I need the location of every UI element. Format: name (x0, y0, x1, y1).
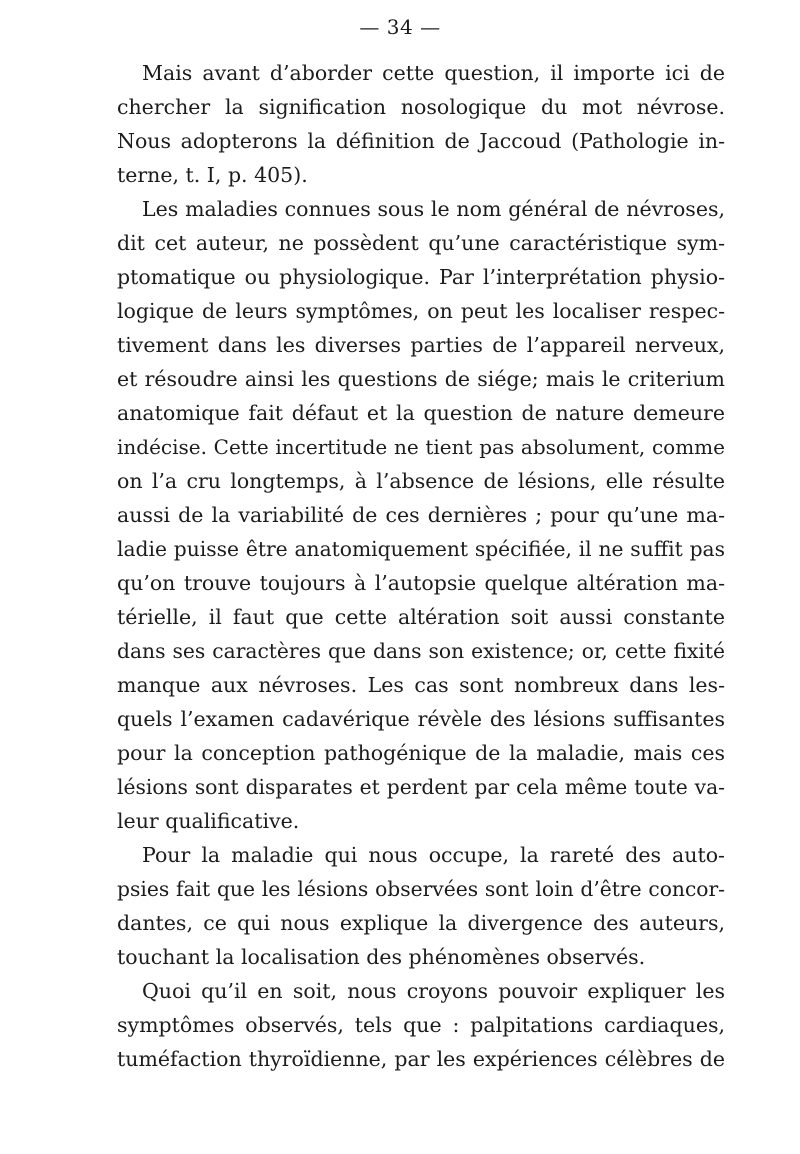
text-line: anatomique fait défaut et la question de nature demeure (117, 401, 725, 425)
body-text (117, 56, 725, 1076)
text-line: ptomatique ou physiologique. Par l’interprétation physio- (117, 265, 725, 289)
text-line: touchant la localisation des phénomènes observés. (117, 945, 646, 969)
text-line: leur qualificative. (117, 809, 300, 833)
text-line: dit cet auteur, ne possèdent qu’une caractéristique sym- (117, 231, 725, 255)
text-line: psies fait que les lésions observées sont loin d’être concor- (117, 877, 725, 901)
text-line: ladie puisse être anatomiquement spécifiée, il ne suffit pas (117, 537, 725, 561)
text-line: tivement dans les diverses parties de l’appareil nerveux, (117, 333, 725, 357)
text-line: manque aux névroses. Les cas sont nombreux dans les- (117, 673, 725, 697)
text-line: logique de leurs symptômes, on peut les localiser respec- (117, 299, 725, 323)
text-line: indécise. Cette incertitude ne tient pas absolument, comme (117, 435, 725, 459)
text-line: qu’on trouve toujours à l’autopsie quelque altération ma- (117, 571, 725, 595)
text-line: on l’a cru longtemps, à l’absence de lésions, elle résulte (117, 469, 725, 493)
text-line: Nous adopterons la définition de Jaccoud (Pathologie in- (117, 129, 725, 153)
text-line: aussi de la variabilité de ces dernières ; pour qu’une ma- (117, 503, 725, 527)
text-line: Quoi qu’il en soit, nous croyons pouvoir expliquer les (142, 979, 725, 1003)
text-line: chercher la signification nosologique du mot névrose. (117, 95, 725, 119)
text-line: dantes, ce qui nous explique la divergence des auteurs, (117, 911, 725, 935)
text-line: quels l’examen cadavérique révèle des lésions suffisantes (117, 707, 725, 731)
text-line: Les maladies connues sous le nom général de névroses, (142, 197, 725, 221)
text-line: Mais avant d’aborder cette question, il importe ici de (142, 61, 725, 85)
text-line: dans ses caractères que dans son existence; or, cette fixité (117, 639, 725, 663)
text-line: et résoudre ainsi les questions de siége; mais le criterium (117, 367, 725, 391)
text-line: tuméfaction thyroïdienne, par les expériences célèbres de (117, 1047, 725, 1071)
text-line: pour la conception pathogénique de la maladie, mais ces (117, 741, 725, 765)
text-line: lésions sont disparates et perdent par cela même toute va- (117, 775, 725, 799)
page-number: — 34 — (359, 15, 441, 39)
text-line: terne, t. I, p. 405). (117, 163, 308, 187)
text-line: Pour la maladie qui nous occupe, la rareté des auto- (142, 843, 725, 867)
text-line: symptômes observés, tels que : palpitations cardiaques, (117, 1013, 725, 1037)
text-line: térielle, il faut que cette altération soit aussi constante (117, 605, 725, 629)
